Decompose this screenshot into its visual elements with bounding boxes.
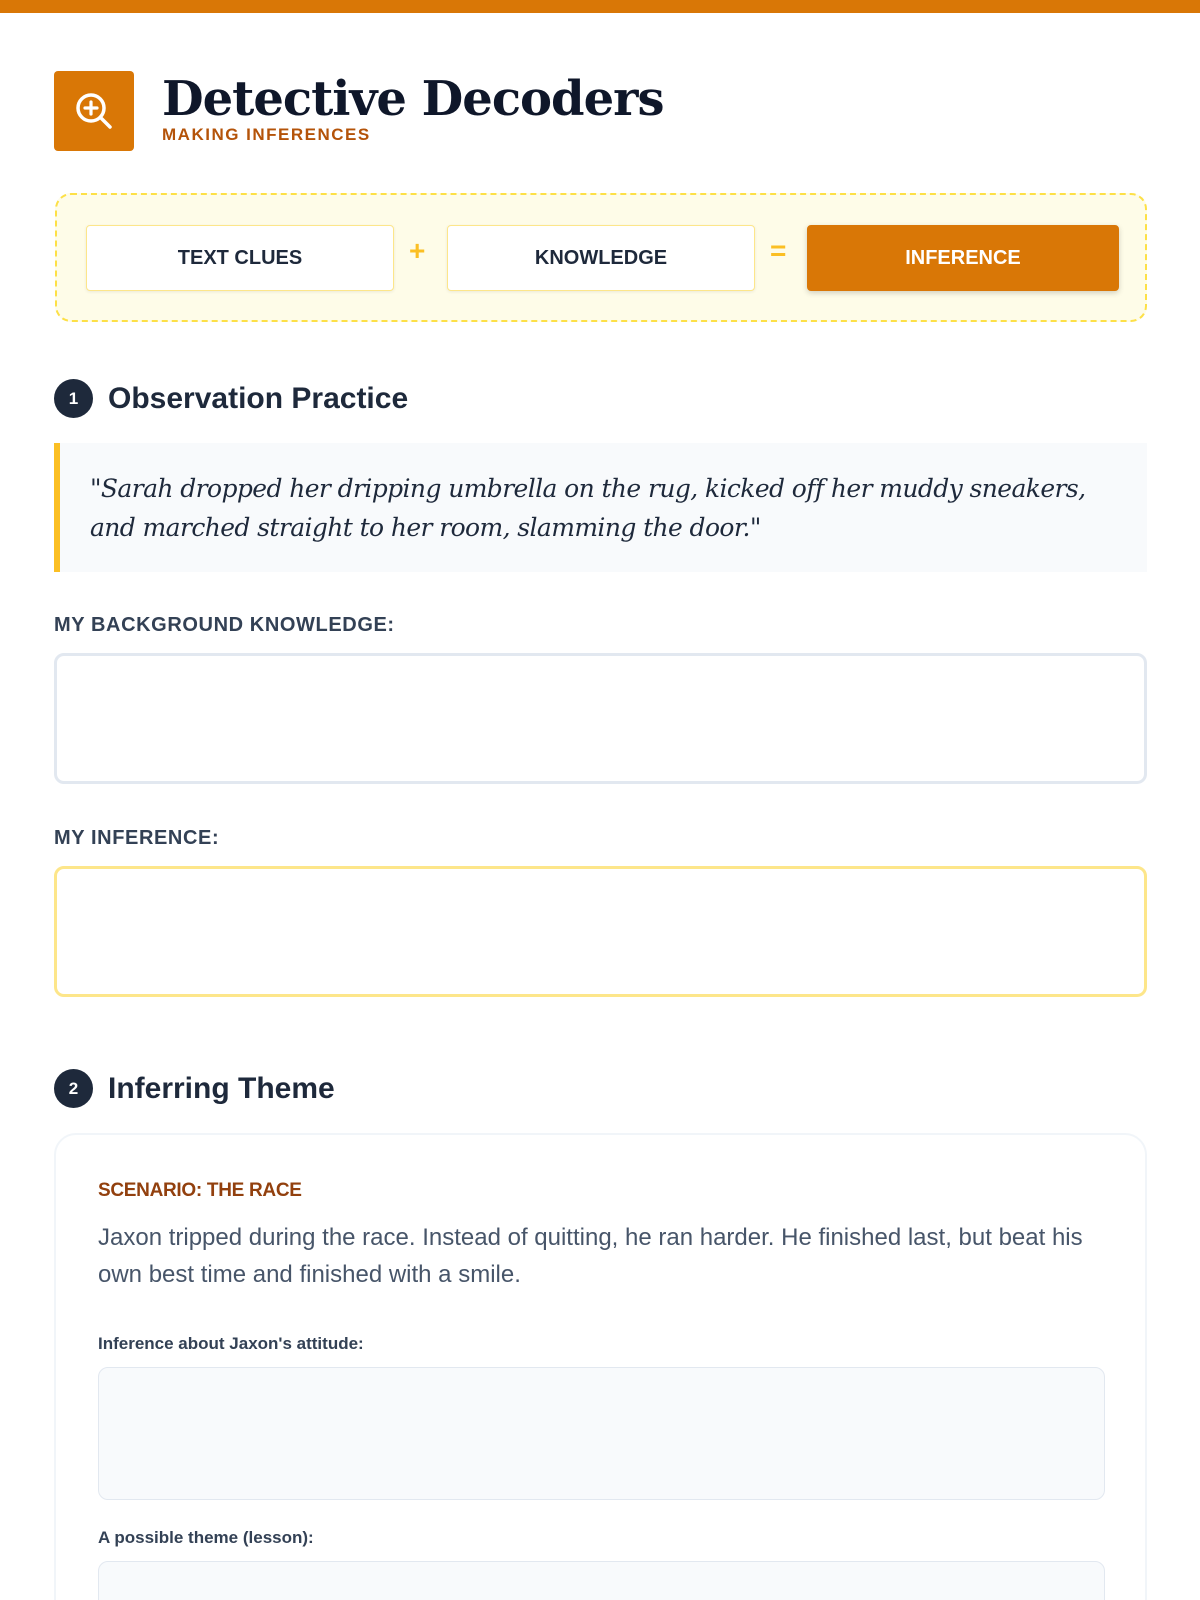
attitude-label: Inference about Jaxon's attitude: — [98, 1334, 364, 1353]
section-number-badge: 1 — [54, 379, 93, 418]
attitude-field[interactable] — [98, 1367, 1105, 1500]
theme-label: A possible theme (lesson): — [98, 1528, 314, 1547]
scenario-card — [54, 1133, 1147, 1600]
background-knowledge-label: MY BACKGROUND KNOWLEDGE: — [54, 614, 395, 636]
section-title: Inferring Theme — [108, 1071, 335, 1105]
inference-box: INFERENCE — [807, 225, 1119, 291]
text-clues-box: TEXT CLUES — [86, 225, 394, 291]
top-accent-bar — [0, 0, 1200, 13]
section-theme-header — [54, 1069, 335, 1108]
knowledge-box: KNOWLEDGE — [447, 225, 755, 291]
equals-sign: = — [770, 235, 787, 266]
theme-field[interactable] — [98, 1561, 1105, 1600]
scenario-text: Jaxon tripped during the race. Instead of quitting, he ran harder. He finished last, but beat his own best time and finished with a smile. — [98, 1224, 1083, 1288]
background-knowledge-field[interactable] — [54, 653, 1147, 784]
inference-field[interactable] — [54, 866, 1147, 997]
page-subtitle: MAKING INFERENCES — [162, 125, 371, 144]
page-title: Detective Decoders — [162, 71, 664, 127]
section-observation-header — [54, 379, 408, 418]
scenario-label: SCENARIO: THE RACE — [98, 1180, 302, 1201]
magnify-plus-icon — [54, 71, 134, 151]
inference-label: MY INFERENCE: — [54, 827, 220, 849]
page-header — [54, 71, 663, 151]
inference-formula — [55, 193, 1147, 322]
observation-quote: "Sarah dropped her dripping umbrella on the rug, kicked off her muddy sneakers, and marched straight to her room, slamming the door." — [54, 443, 1147, 572]
section-title: Observation Practice — [108, 381, 409, 415]
plus-sign: + — [409, 235, 426, 266]
section-number-badge: 2 — [54, 1069, 93, 1108]
